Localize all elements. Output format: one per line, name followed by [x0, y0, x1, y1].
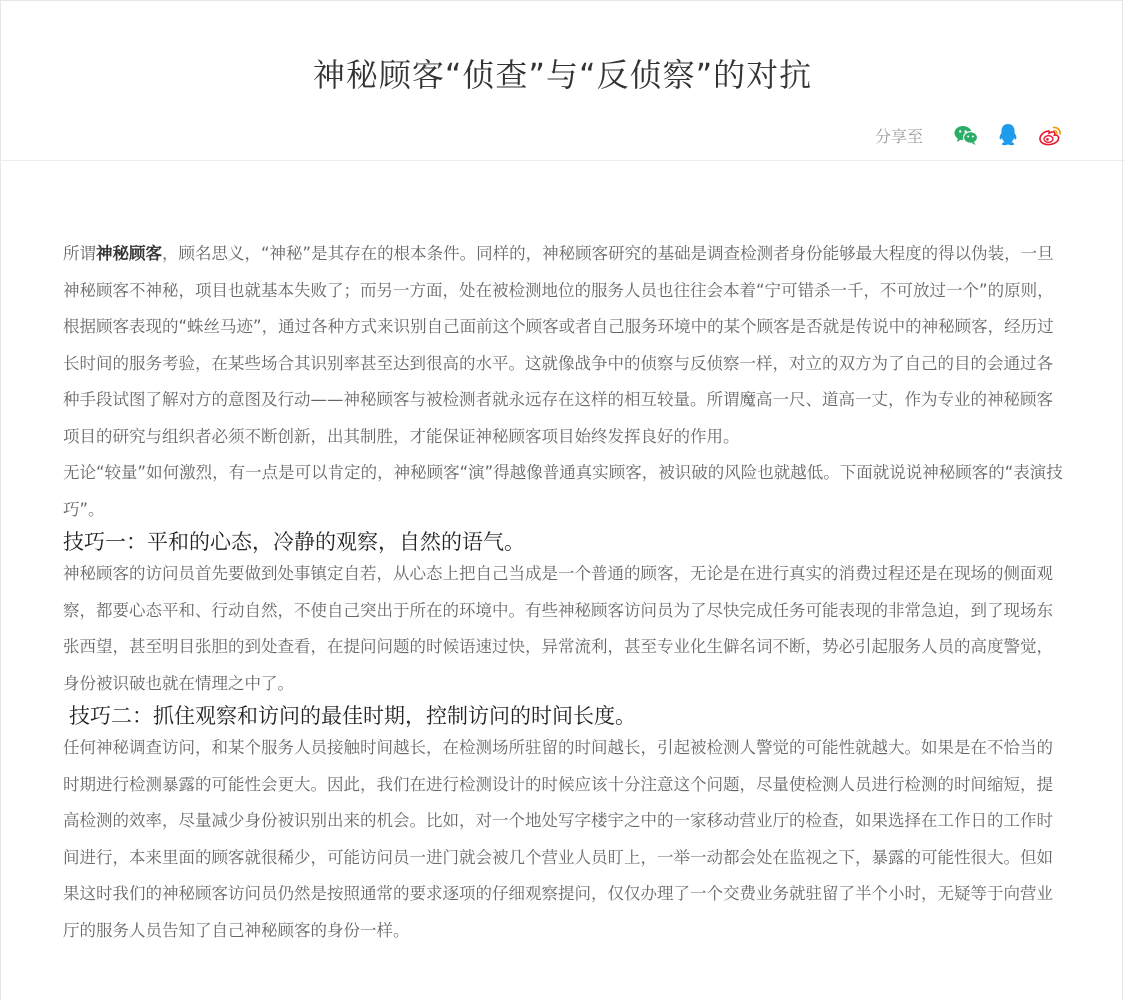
article-body: [63, 236, 1063, 949]
p1-prefix: 所谓: [63, 244, 96, 263]
paragraph-2: 无论“较量”如何激烈，有一点是可以肯定的，神秘顾客“演”得越像普通真实顾客，被识破的风险也就越低。下面就说说神秘顾客的“表演技巧”。: [63, 463, 1063, 519]
paragraph-1: [63, 236, 1063, 455]
p1-text: ，顾名思义，“神秘”是其存在的根本条件。同样的，神秘顾客研究的基础是调查检测者身份能够最大程度的得以伪装，一旦神秘顾客不神秘，项目也就基本失败了；而另一方面，处在被检测地位的服务人员也往往会本着“宁可错杀一千，不可放过一个”的原则，根据顾客表现的“蛛丝马迹”，通过各种方式来识别自己面前这个顾客或者自己服务环境中的某个顾客是否就是传说中的神秘顾客，经历过长时间的服务考验，在某些场合其识别率甚至达到很高的水平。这就像战争中的侦察与反侦察一样，对立的双方为了自己的目的会通过各种手段试图了解对方的意图及行动——神秘顾客与被检测者就永远存在这样的相互较量。所谓魔高一尺、道高一丈，作为专业的神秘顾客项目的研究与组织者必须不断创新，出其制胜，才能保证神秘顾客项目始终发挥良好的作用。: [63, 244, 1054, 446]
share-label: 分享至: [874, 126, 923, 146]
article-title: 神秘顾客“侦查”与“反侦察”的对抗: [312, 56, 813, 94]
keyword-mystery-customer: 神秘顾客: [96, 244, 162, 263]
paragraph-3: 神秘顾客的访问员首先要做到处事镇定自若，从心态上把自己当成是一个普通的顾客，无论是在进行真实的消费过程还是在现场的侧面观察，都要心态平和、行动自然，不使自己突出于所在的环境中。有些神秘顾客访问员为了尽快完成任务可能表现的非常急迫，到了现场东张西望，甚至明目张胆的到处查看，在提问问题的时候语速过快，异常流利，甚至专业化生僻名词不断，势必引起服务人员的高度警觉，身份被识破也就在情理之中了。: [63, 564, 1053, 693]
weibo-icon[interactable]: [1037, 122, 1063, 148]
article-header: [0, 0, 1125, 161]
paragraph-4: 任何神秘调查访问，和某个服务人员接触时间越长，在检测场所驻留的时间越长，引起被检测人警觉的可能性就越大。如果是在不恰当的时期进行检测暴露的可能性会更大。因此，我们在进行检测设计的时候应该十分注意这个问题，尽量使检测人员进行检测的时间缩短，提高检测的效率，尽量减少身份被识别出来的机会。比如，对一个地处写字楼宇之中的一家移动营业厅的检查，如果选择在工作日的工作时间进行，本来里面的顾客就很稀少，可能访问员一进门就会被几个营业人员盯上，一举一动都会处在监视之下，暴露的可能性很大。但如果这时我们的神秘顾客访问员仍然是按照通常的要求逐项的仔细观察提问，仅仅办理了一个交费业务就驻留了半个小时，无疑等于向营业厅的服务人员告知了自己神秘顾客的身份一样。: [63, 738, 1053, 940]
share-bar: [875, 120, 1063, 150]
section-heading-1: 技巧一：平和的心态，冷静的观察，自然的语气。: [63, 530, 525, 554]
section-heading-2: 技巧二：抓住观察和访问的最佳时期，控制访问的时间长度。: [69, 704, 636, 728]
wechat-icon[interactable]: [953, 122, 979, 148]
qq-icon[interactable]: [995, 122, 1021, 148]
